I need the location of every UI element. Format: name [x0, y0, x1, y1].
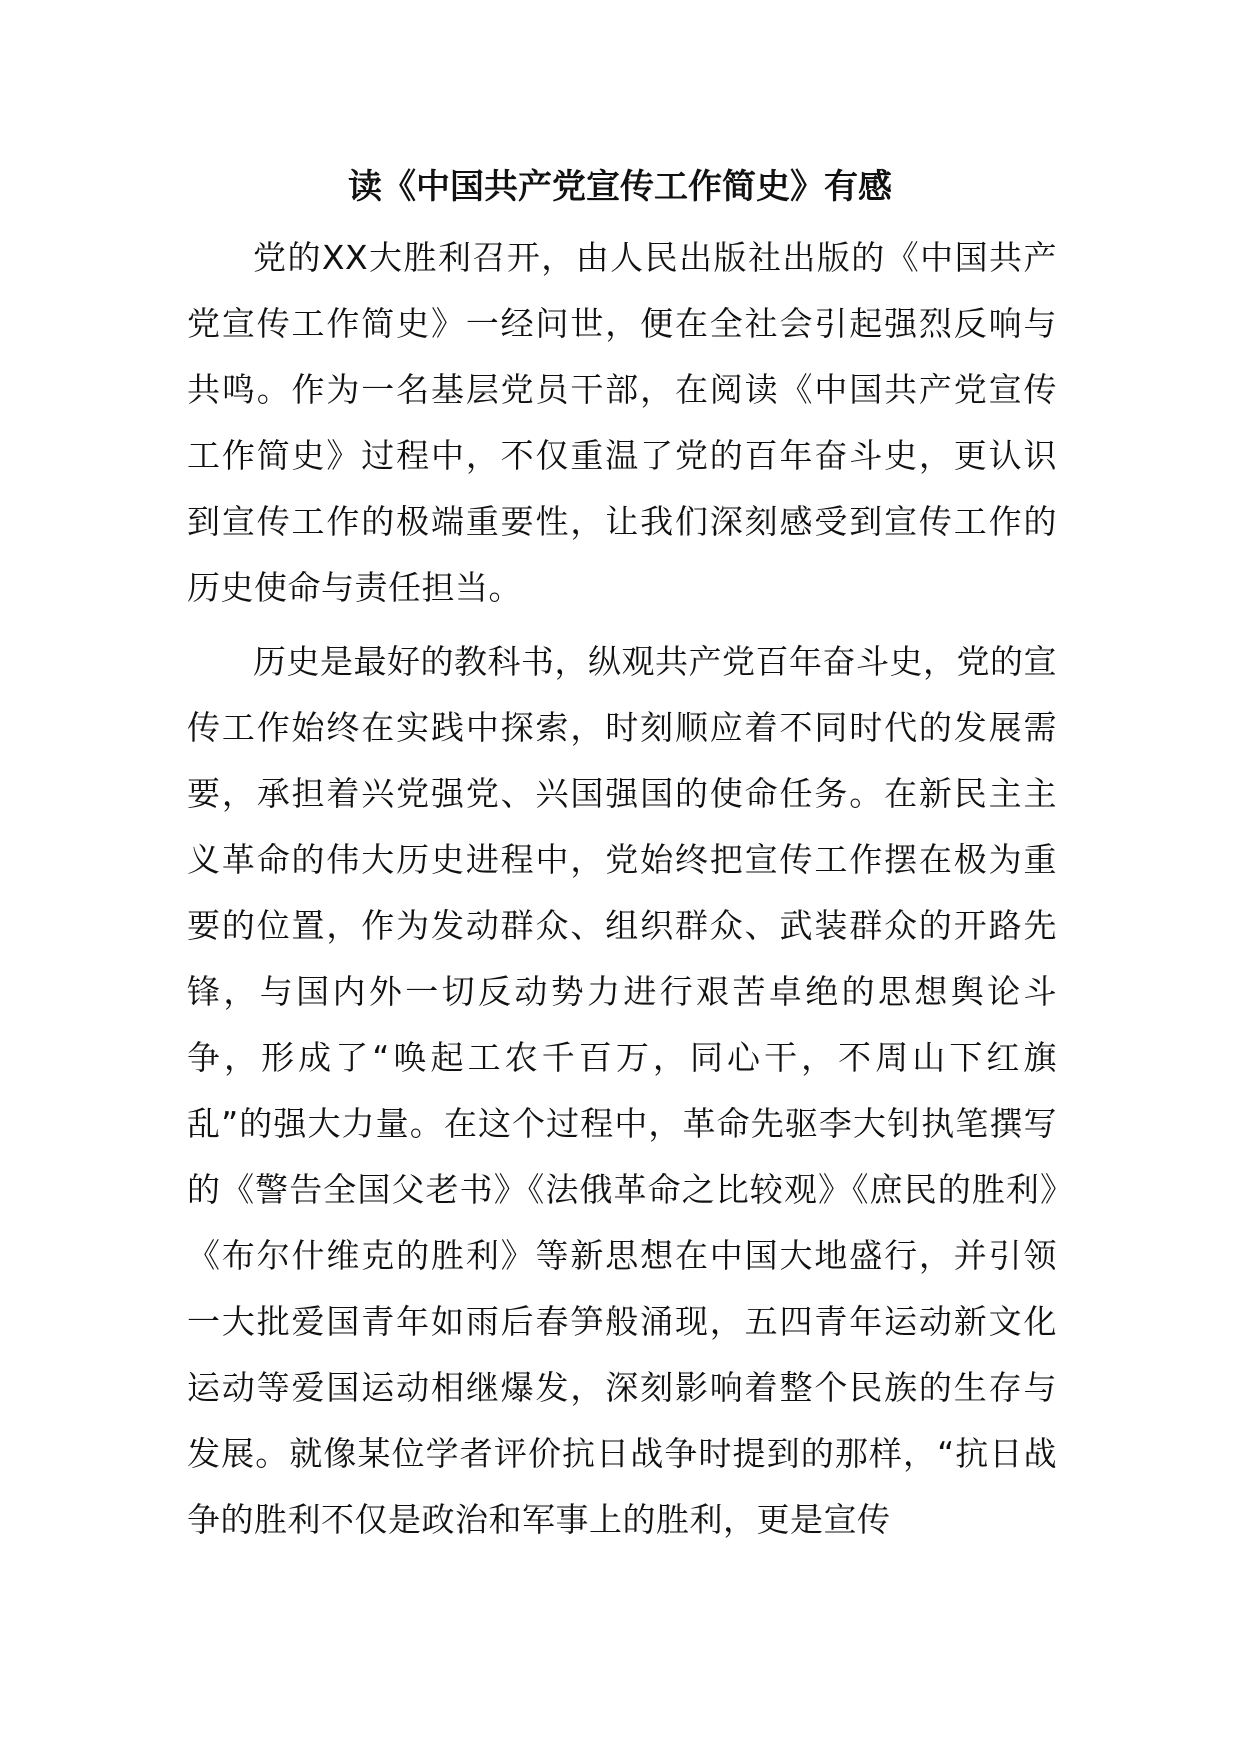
document-body: [187, 225, 1057, 1553]
paragraph-2: 历史是最好的教科书，纵观共产党百年奋斗史，党的宣传工作始终在实践中探索，时刻顺应着不同时代的发展需要，承担着兴党强党、兴国强国的使命任务。在新民主主义革命的伟大历史进程中，党始终把宣传工作摆在极为重要的位置，作为发动群众、组织群众、武装群众的开路先锋，与国内外一切反动势力进行艰苦卓绝的思想舆论斗争，形成了“唤起工农千百万，同心干，不周山下红旗乱”的强大力量。在这个过程中，革命先驱李大钊执笔撰写的《警告全国父老书》《法俄革命之比较观》《庶民的胜利》《布尔什维克的胜利》等新思想在中国大地盛行，并引领一大批爱国青年如雨后春笋般涌现，五四青年运动新文化运动等爱国运动相继爆发，深刻影响着整个民族的生存与发展。就像某位学者评价抗日战争时提到的那样，“抗日战争的胜利不仅是政治和军事上的胜利，更是宣传: [187, 642, 1057, 1539]
document-title: 读《中国共产党宣传工作简史》有感: [348, 167, 892, 207]
paragraph-1: 党的XX大胜利召开，由人民出版社出版的《中国共产党宣传工作简史》一经问世，便在全社会引起强烈反响与共鸣。作为一名基层党员干部，在阅读《中国共产党宣传工作简史》过程中，不仅重温了党的百年奋斗史，更认识到宣传工作的极端重要性，让我们深刻感受到宣传工作的历史使命与责任担当。: [187, 238, 1057, 607]
